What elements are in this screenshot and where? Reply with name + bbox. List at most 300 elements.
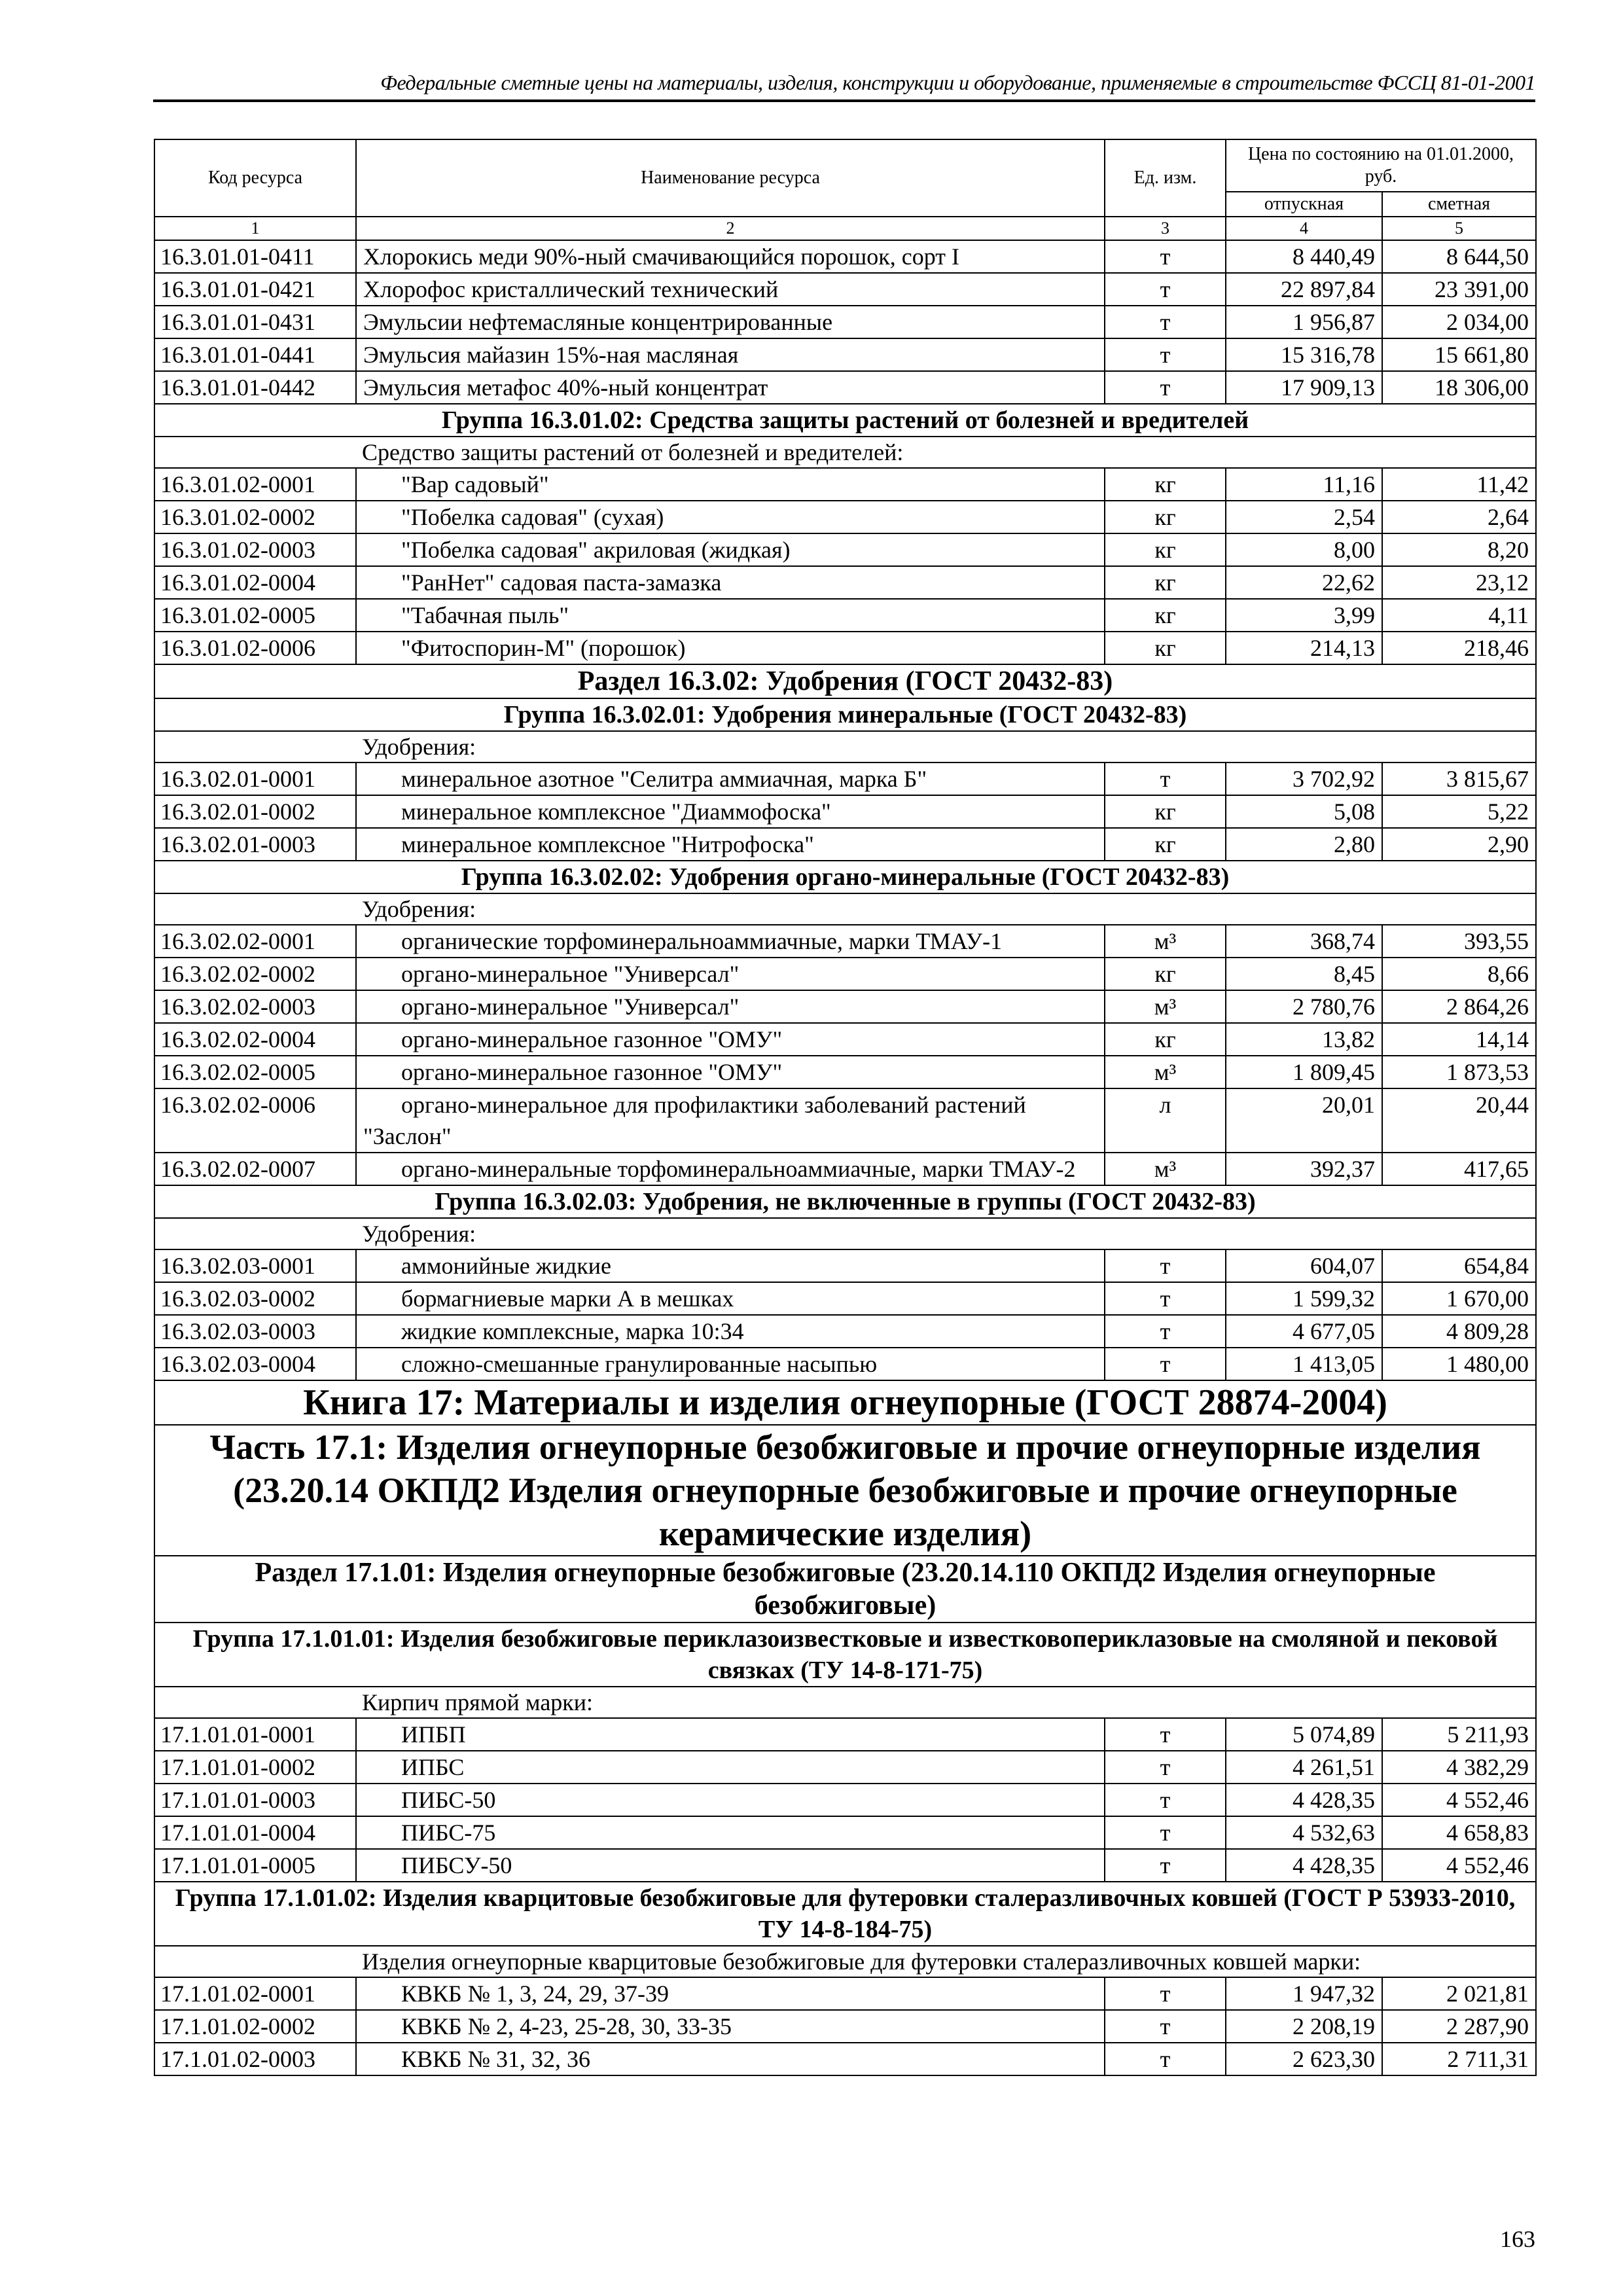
group-heading <box>154 1623 1536 1687</box>
resource-code-text: 17.1.01.02-0002 <box>160 2013 315 2039</box>
unit <box>1105 240 1226 273</box>
release-price <box>1226 306 1382 338</box>
unit <box>1105 1249 1226 1282</box>
estimate-price-text: 2 034,00 <box>1446 309 1529 335</box>
resource-code-text: 16.3.02.01-0002 <box>160 798 315 825</box>
estimate-price-text: 2 864,26 <box>1446 994 1529 1020</box>
release-price-text: 2,80 <box>1334 831 1375 857</box>
unit-text: т <box>1160 766 1171 792</box>
resource-name-text: "Побелка садовая" акриловая (жидкая) <box>401 537 791 563</box>
unit-text: кг <box>1154 831 1176 857</box>
resource-code <box>154 1023 356 1056</box>
resource-code-text: 16.3.01.02-0001 <box>160 471 315 497</box>
unit-text: м³ <box>1154 1156 1177 1182</box>
resource-code <box>154 240 356 273</box>
unit-text: т <box>1160 309 1171 335</box>
resource-name <box>356 1056 1105 1088</box>
resource-name-text: жидкие комплексные, марка 10:34 <box>401 1318 744 1344</box>
resource-name-text: ПИБС-75 <box>401 1820 496 1846</box>
resource-code <box>154 1348 356 1380</box>
unit <box>1105 795 1226 828</box>
resource-code <box>154 1718 356 1751</box>
resource-code <box>154 338 356 371</box>
resource-code-text: 16.3.02.02-0007 <box>160 1156 315 1182</box>
subheading <box>154 893 1536 925</box>
resource-code-text: 17.1.01.02-0001 <box>160 1981 315 2007</box>
release-price <box>1226 795 1382 828</box>
release-price <box>1226 240 1382 273</box>
resource-code <box>154 762 356 795</box>
resource-name <box>356 371 1105 404</box>
resource-code-text: 17.1.01.02-0003 <box>160 2046 315 2072</box>
subheading-row <box>154 1946 1536 1977</box>
table-row <box>154 632 1536 664</box>
resource-code-text: 16.3.02.01-0003 <box>160 831 315 857</box>
estimate-price-text: 654,84 <box>1464 1253 1529 1279</box>
column-number-row <box>154 217 1536 240</box>
resource-code <box>154 1088 356 1153</box>
estimate-price <box>1382 2043 1536 2075</box>
table-row <box>154 925 1536 958</box>
resource-code-text: 17.1.01.01-0004 <box>160 1820 315 1846</box>
release-price <box>1226 338 1382 371</box>
subheading-row <box>154 1687 1536 1718</box>
release-price <box>1226 1718 1382 1751</box>
resource-code-text: 16.3.02.02-0001 <box>160 928 315 954</box>
unit-text: т <box>1160 1754 1171 1780</box>
estimate-price-text: 5 211,93 <box>1447 1721 1529 1748</box>
header-unit: Ед. изм. <box>1105 139 1226 217</box>
release-price-text: 8,45 <box>1334 961 1375 987</box>
resource-name <box>356 1153 1105 1185</box>
estimate-price <box>1382 762 1536 795</box>
unit-text: т <box>1160 1253 1171 1279</box>
unit-text: кг <box>1154 1026 1176 1052</box>
section-heading <box>154 664 1536 698</box>
resource-code <box>154 306 356 338</box>
group-heading-row <box>154 1882 1536 1946</box>
resource-code-text: 16.3.02.02-0004 <box>160 1026 315 1052</box>
group-heading-row <box>154 404 1536 437</box>
book-heading-text: Книга 17: Материалы и изделия огнеупорные (ГОСТ 28874-2004) <box>303 1382 1387 1423</box>
column-number: 5 <box>1382 217 1536 240</box>
estimate-price-text: 4 809,28 <box>1446 1318 1529 1344</box>
group-heading-row <box>154 861 1536 893</box>
release-price <box>1226 958 1382 990</box>
group-heading <box>154 1882 1536 1946</box>
resource-code-text: 16.3.02.03-0003 <box>160 1318 315 1344</box>
group-heading-row <box>154 1623 1536 1687</box>
page-number: 163 <box>1500 2226 1535 2252</box>
estimate-price <box>1382 1153 1536 1185</box>
resource-name-text: Эмульсия метафос 40%-ный концентрат <box>363 374 768 401</box>
resource-code <box>154 1816 356 1849</box>
estimate-price-text: 1 480,00 <box>1446 1351 1529 1377</box>
unit <box>1105 1751 1226 1784</box>
release-price <box>1226 533 1382 566</box>
estimate-price <box>1382 240 1536 273</box>
release-price <box>1226 2010 1382 2043</box>
resource-code-text: 16.3.01.01-0431 <box>160 309 315 335</box>
resource-name <box>356 762 1105 795</box>
resource-code <box>154 2010 356 2043</box>
estimate-price <box>1382 1751 1536 1784</box>
resource-code-text: 16.3.02.02-0002 <box>160 961 315 987</box>
table-row <box>154 1751 1536 1784</box>
unit <box>1105 1282 1226 1315</box>
release-price <box>1226 1056 1382 1088</box>
resource-name <box>356 1849 1105 1882</box>
resource-code-text: 16.3.01.01-0421 <box>160 276 315 302</box>
subheading-text: Кирпич прямой марки: <box>362 1689 594 1715</box>
estimate-price <box>1382 1282 1536 1315</box>
estimate-price-text: 2,90 <box>1488 831 1529 857</box>
resource-name <box>356 990 1105 1023</box>
unit-text: кг <box>1154 635 1176 661</box>
resource-name-text: органические торфоминеральноаммиачные, марки ТМАУ-1 <box>401 928 1003 954</box>
estimate-price <box>1382 958 1536 990</box>
unit-text: т <box>1160 1351 1171 1377</box>
release-price-text: 1 413,05 <box>1293 1351 1375 1377</box>
table-row <box>154 1249 1536 1282</box>
section-heading <box>154 1556 1536 1623</box>
resource-code-text: 16.3.01.02-0005 <box>160 602 315 628</box>
part-heading <box>154 1425 1536 1556</box>
resource-name <box>356 501 1105 533</box>
unit-text: кг <box>1154 504 1176 530</box>
release-price-text: 11,16 <box>1323 471 1375 497</box>
resource-name-text: ПИБСУ-50 <box>401 1852 512 1878</box>
release-price-text: 3 702,92 <box>1293 766 1375 792</box>
estimate-price-text: 4,11 <box>1488 602 1529 628</box>
subheading <box>154 731 1536 762</box>
resource-code-text: 16.3.01.02-0002 <box>160 504 315 530</box>
table-row <box>154 1816 1536 1849</box>
unit <box>1105 306 1226 338</box>
estimate-price-text: 417,65 <box>1464 1156 1529 1182</box>
estimate-price <box>1382 1088 1536 1153</box>
table-row <box>154 1849 1536 1882</box>
resource-code-text: 16.3.02.03-0002 <box>160 1285 315 1312</box>
release-price-text: 3,99 <box>1334 602 1375 628</box>
estimate-price-text: 2 021,81 <box>1446 1981 1529 2007</box>
release-price <box>1226 1348 1382 1380</box>
resource-code-text: 16.3.01.01-0411 <box>160 243 315 270</box>
unit-text: м³ <box>1154 1059 1177 1085</box>
unit-text: т <box>1160 243 1171 270</box>
estimate-price <box>1382 1849 1536 1882</box>
unit <box>1105 566 1226 599</box>
resource-name-text: "Табачная пыль" <box>401 602 569 628</box>
release-price <box>1226 1315 1382 1348</box>
resource-name-text: КВКБ № 2, 4-23, 25-28, 30, 33-35 <box>401 2013 732 2039</box>
table-row <box>154 1315 1536 1348</box>
resource-code-text: 16.3.02.02-0003 <box>160 994 315 1020</box>
resource-name <box>356 533 1105 566</box>
resource-code <box>154 1282 356 1315</box>
release-price-text: 4 428,35 <box>1293 1852 1375 1878</box>
group-heading-text: Группа 16.3.02.03: Удобрения, не включенные в группы (ГОСТ 20432-83) <box>435 1188 1256 1215</box>
release-price-text: 2,54 <box>1334 504 1375 530</box>
unit <box>1105 371 1226 404</box>
resource-code <box>154 1849 356 1882</box>
resource-name <box>356 2043 1105 2075</box>
unit-text: кг <box>1154 569 1176 596</box>
unit <box>1105 533 1226 566</box>
release-price <box>1226 925 1382 958</box>
estimate-price <box>1382 306 1536 338</box>
release-price-text: 4 677,05 <box>1293 1318 1375 1344</box>
resource-code <box>154 925 356 958</box>
release-price <box>1226 1023 1382 1056</box>
unit <box>1105 468 1226 501</box>
resource-name <box>356 632 1105 664</box>
resource-code-text: 16.3.02.03-0001 <box>160 1253 315 1279</box>
table-row <box>154 501 1536 533</box>
release-price <box>1226 1977 1382 2010</box>
resource-code <box>154 795 356 828</box>
unit-text: т <box>1160 1820 1171 1846</box>
estimate-price <box>1382 338 1536 371</box>
resource-code-text: 17.1.01.01-0002 <box>160 1754 315 1780</box>
resource-name-text: минеральное комплексное "Нитрофоска" <box>401 831 814 857</box>
release-price <box>1226 501 1382 533</box>
running-head: Федеральные сметные цены на материалы, изделия, конструкции и оборудование, применяемые в строительстве ФССЦ 81-01-2001 <box>380 71 1535 94</box>
resource-code <box>154 1784 356 1816</box>
table-row <box>154 1718 1536 1751</box>
table-row <box>154 338 1536 371</box>
release-price <box>1226 599 1382 632</box>
subheading-row <box>154 437 1536 468</box>
estimate-price-text: 2,64 <box>1488 504 1529 530</box>
resource-code <box>154 632 356 664</box>
resource-name <box>356 1348 1105 1380</box>
estimate-price <box>1382 795 1536 828</box>
header-code: Код ресурса <box>154 139 356 217</box>
unit-text: кг <box>1154 471 1176 497</box>
resource-name <box>356 338 1105 371</box>
estimate-price-text: 23 391,00 <box>1435 276 1529 302</box>
subheading <box>154 1218 1536 1249</box>
estimate-price <box>1382 566 1536 599</box>
part-heading-row <box>154 1425 1536 1556</box>
resource-code <box>154 1056 356 1088</box>
resource-name-text: минеральное комплексное "Диаммофоска" <box>401 798 831 825</box>
resource-name <box>356 1784 1105 1816</box>
release-price <box>1226 371 1382 404</box>
resource-name-text: органо-минеральное "Универсал" <box>401 994 740 1020</box>
estimate-price-text: 5,22 <box>1488 798 1529 825</box>
release-price-text: 4 532,63 <box>1293 1820 1375 1846</box>
subheading-text: Изделия огнеупорные кварцитовые безобжиговые для футеровки сталеразливочных ковшей марки: <box>362 1948 1361 1975</box>
group-heading-text: Группа 16.3.01.02: Средства защиты растений от болезней и вредителей <box>441 406 1249 434</box>
group-heading-row <box>154 1185 1536 1218</box>
resource-code-text: 16.3.01.01-0442 <box>160 374 315 401</box>
resource-code <box>154 501 356 533</box>
table-row <box>154 599 1536 632</box>
header-price: Цена по состоянию на 01.01.2000, руб. <box>1226 139 1536 192</box>
unit <box>1105 2043 1226 2075</box>
unit-text: т <box>1160 342 1171 368</box>
release-price-text: 4 261,51 <box>1293 1754 1375 1780</box>
part-heading-text: Часть 17.1: Изделия огнеупорные безобжиговые и прочие огнеупорные изделия (23.20.14 ОКПД2 Изделия огнеупорные безобжиговые и прочие огнеупорные керамические изделия) <box>209 1427 1481 1553</box>
unit <box>1105 1849 1226 1882</box>
estimate-price <box>1382 828 1536 861</box>
unit <box>1105 1153 1226 1185</box>
resource-name-text: органо-минеральное "Универсал" <box>401 961 740 987</box>
section-heading-row <box>154 1556 1536 1623</box>
resource-name-text: Эмульсии нефтемасляные концентрированные <box>363 309 833 335</box>
release-price <box>1226 990 1382 1023</box>
resource-name <box>356 828 1105 861</box>
estimate-price <box>1382 1249 1536 1282</box>
estimate-price-text: 15 661,80 <box>1435 342 1529 368</box>
table-row <box>154 2043 1536 2075</box>
unit-text: л <box>1159 1092 1171 1118</box>
release-price <box>1226 828 1382 861</box>
estimate-price <box>1382 1718 1536 1751</box>
group-heading <box>154 861 1536 893</box>
resource-name-text: Хлорофос кристаллический технический <box>363 276 779 302</box>
resource-name-text: "Фитоспорин-М" (порошок) <box>401 635 686 661</box>
unit-text: т <box>1160 374 1171 401</box>
estimate-price <box>1382 1023 1536 1056</box>
resource-code <box>154 958 356 990</box>
table-row <box>154 1282 1536 1315</box>
resource-name <box>356 306 1105 338</box>
column-number: 4 <box>1226 217 1382 240</box>
estimate-price <box>1382 1784 1536 1816</box>
resource-name <box>356 468 1105 501</box>
estimate-price-text: 4 382,29 <box>1446 1754 1529 1780</box>
resource-name <box>356 566 1105 599</box>
group-heading-row <box>154 698 1536 731</box>
resource-code-text: 16.3.02.03-0004 <box>160 1351 315 1377</box>
estimate-price <box>1382 1056 1536 1088</box>
subheading-text: Удобрения: <box>362 734 476 760</box>
release-price-text: 22 897,84 <box>1281 276 1375 302</box>
resource-name-text: Эмульсия майазин 15%-ная масляная <box>363 342 739 368</box>
unit <box>1105 1718 1226 1751</box>
subheading-text: Удобрения: <box>362 1221 476 1247</box>
resource-name-text: ПИБС-50 <box>401 1787 496 1813</box>
resource-name <box>356 1023 1105 1056</box>
release-price-text: 4 428,35 <box>1293 1787 1375 1813</box>
unit <box>1105 1088 1226 1153</box>
resource-code-text: 16.3.01.02-0003 <box>160 537 315 563</box>
release-price <box>1226 632 1382 664</box>
release-price <box>1226 762 1382 795</box>
subheading <box>154 437 1536 468</box>
estimate-price <box>1382 1977 1536 2010</box>
table-row <box>154 1056 1536 1088</box>
table-row <box>154 1348 1536 1380</box>
release-price-text: 5 074,89 <box>1293 1721 1375 1748</box>
estimate-price-text: 4 552,46 <box>1446 1787 1529 1813</box>
estimate-price <box>1382 273 1536 306</box>
unit <box>1105 338 1226 371</box>
unit <box>1105 501 1226 533</box>
release-price-text: 2 208,19 <box>1293 2013 1375 2039</box>
unit <box>1105 990 1226 1023</box>
estimate-price-text: 393,55 <box>1464 928 1529 954</box>
subheading <box>154 1687 1536 1718</box>
estimate-price <box>1382 468 1536 501</box>
unit-text: т <box>1160 1787 1171 1813</box>
release-price-text: 1 947,32 <box>1293 1981 1375 2007</box>
resource-name <box>356 958 1105 990</box>
release-price-text: 13,82 <box>1322 1026 1375 1052</box>
unit-text: кг <box>1154 798 1176 825</box>
release-price <box>1226 1816 1382 1849</box>
table-row <box>154 273 1536 306</box>
table-row <box>154 1153 1536 1185</box>
estimate-price <box>1382 990 1536 1023</box>
estimate-price <box>1382 371 1536 404</box>
estimate-price <box>1382 1315 1536 1348</box>
resource-name <box>356 1751 1105 1784</box>
resource-code-text: 16.3.02.01-0001 <box>160 766 315 792</box>
unit <box>1105 273 1226 306</box>
resource-name-text: ИПБС <box>401 1754 465 1780</box>
unit-text: т <box>1160 2046 1171 2072</box>
estimate-price-text: 1 873,53 <box>1446 1059 1529 1085</box>
unit <box>1105 1348 1226 1380</box>
resource-name <box>356 1282 1105 1315</box>
estimate-price <box>1382 501 1536 533</box>
release-price <box>1226 468 1382 501</box>
unit <box>1105 2010 1226 2043</box>
release-price <box>1226 2043 1382 2075</box>
table-row <box>154 371 1536 404</box>
unit <box>1105 762 1226 795</box>
release-price-text: 22,62 <box>1322 569 1375 596</box>
estimate-price-text: 4 552,46 <box>1446 1852 1529 1878</box>
header-rule <box>153 99 1535 102</box>
resource-code <box>154 533 356 566</box>
estimate-price-text: 2 287,90 <box>1446 2013 1529 2039</box>
resource-code <box>154 1249 356 1282</box>
resource-code-text: 17.1.01.01-0003 <box>160 1787 315 1813</box>
group-heading <box>154 404 1536 437</box>
subheading-row <box>154 893 1536 925</box>
release-price-text: 2 780,76 <box>1293 994 1375 1020</box>
resource-name <box>356 1977 1105 2010</box>
release-price-text: 8 440,49 <box>1293 243 1375 270</box>
table-row <box>154 828 1536 861</box>
resource-code <box>154 828 356 861</box>
release-price <box>1226 1249 1382 1282</box>
unit <box>1105 1315 1226 1348</box>
resource-name <box>356 1088 1105 1153</box>
resource-name <box>356 599 1105 632</box>
unit-text: т <box>1160 2013 1171 2039</box>
table-row <box>154 762 1536 795</box>
resource-name <box>356 925 1105 958</box>
column-number: 1 <box>154 217 356 240</box>
resource-name <box>356 1249 1105 1282</box>
resource-name-text: КВКБ № 1, 3, 24, 29, 37-39 <box>401 1981 669 2007</box>
table-row <box>154 240 1536 273</box>
release-price <box>1226 273 1382 306</box>
resource-code <box>154 1153 356 1185</box>
resource-code <box>154 599 356 632</box>
unit <box>1105 828 1226 861</box>
release-price-text: 392,37 <box>1310 1156 1375 1182</box>
unit-text: т <box>1160 1852 1171 1878</box>
resource-name <box>356 1315 1105 1348</box>
header-name: Наименование ресурса <box>356 139 1105 217</box>
